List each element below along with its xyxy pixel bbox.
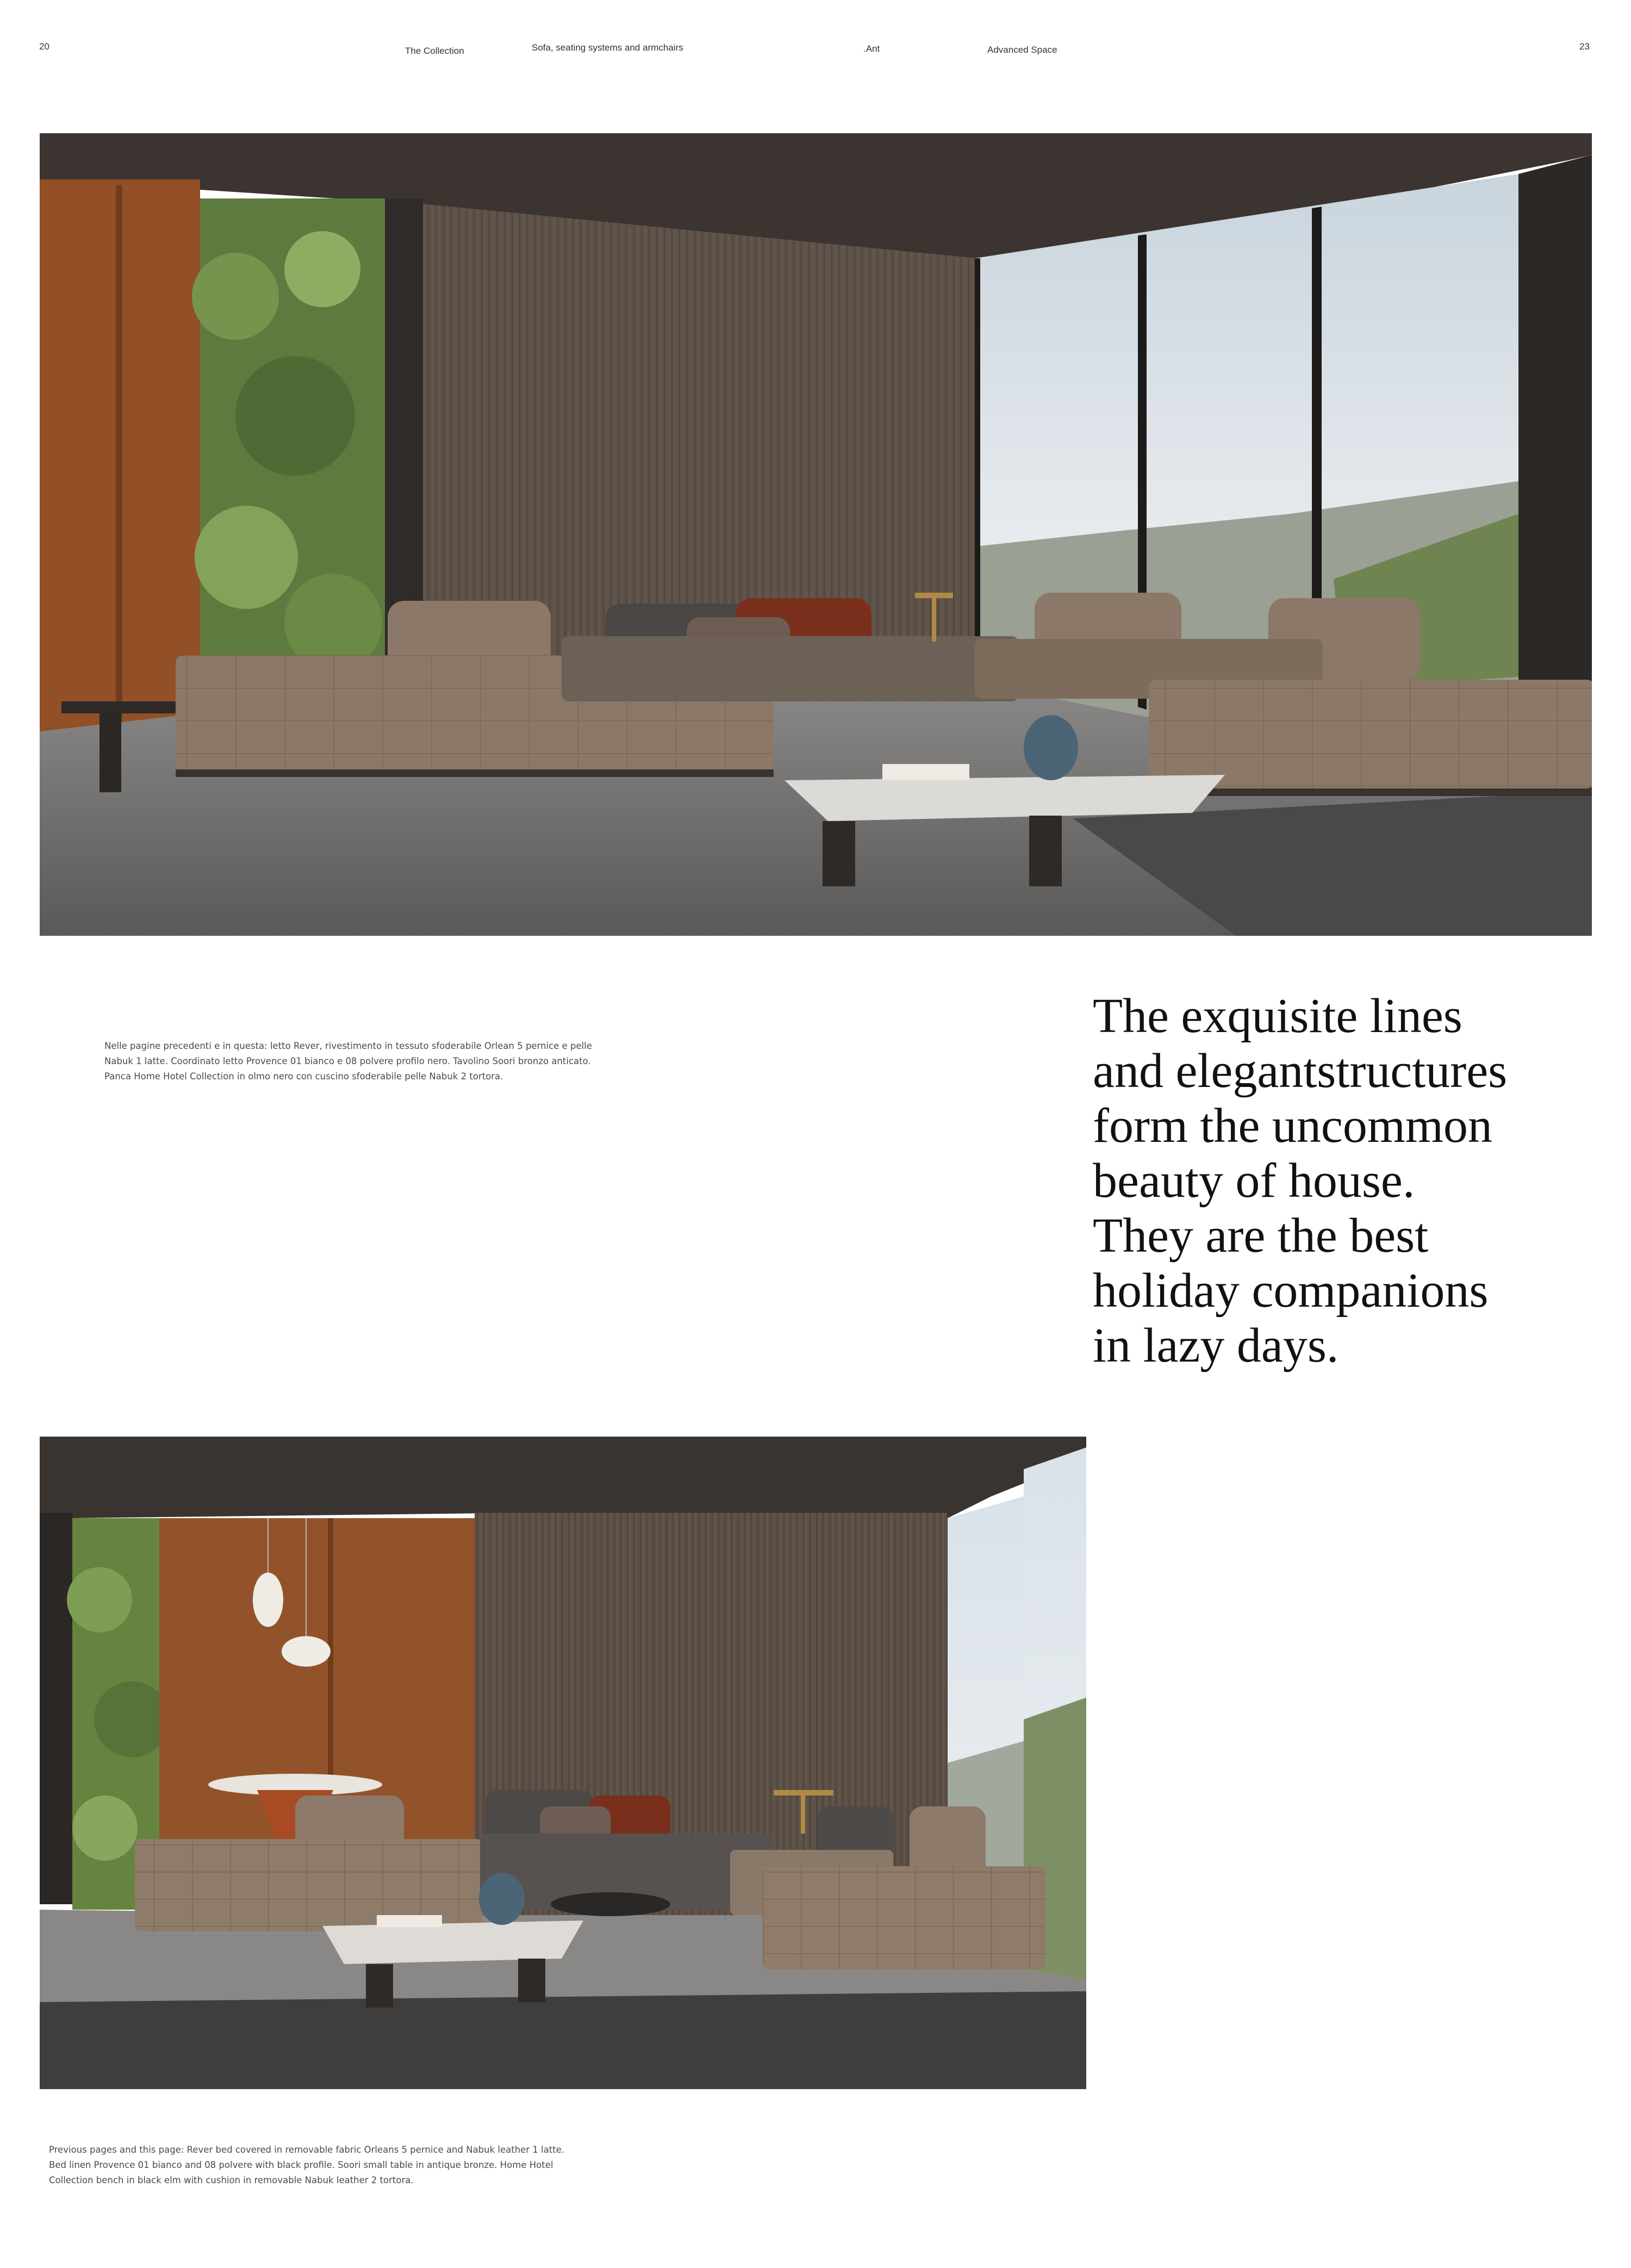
quote-line-5: They are the best <box>1093 1209 1429 1263</box>
quote-line-2: and elegantstructures <box>1093 1044 1508 1098</box>
caption-english-line-1: Previous pages and this page: Rever bed covered in removable fabric Orleans 5 pernice and Nabuk leather 1 latte. <box>49 2145 565 2155</box>
quote-line-3: form the uncommon <box>1093 1099 1492 1153</box>
caption-italian-line-1: Nelle pagine precedenti e in questa: letto Rever, rivestimento in tessuto sfoderabile Orlean 5 pernice e pelle <box>104 1041 592 1051</box>
page-number-right: 23 <box>1579 41 1590 52</box>
page-number-left: 20 <box>39 41 49 52</box>
header-section: The Collection <box>405 46 464 56</box>
caption-english <box>49 2142 564 2188</box>
caption-english-line-2: Bed linen Provence 01 bianco and 08 polvere with black profile. Soori small table in antique bronze. Home Hotel <box>49 2160 553 2170</box>
quote-line-4: beauty of house. <box>1093 1154 1415 1208</box>
caption-italian <box>104 1039 592 1084</box>
quote-line-7: in lazy days. <box>1093 1319 1339 1372</box>
caption-english-line-3: Collection bench in black elm with cushion in removable Nabuk leather 2 tortora. <box>49 2175 414 2185</box>
quote-line-6: holiday companions <box>1093 1264 1489 1318</box>
header-category: Sofa, seating systems and armchairs <box>532 42 683 53</box>
bottom-interior-photo <box>40 1437 1086 2089</box>
header-series: Advanced Space <box>987 45 1057 55</box>
caption-italian-line-2: Nabuk 1 latte. Coordinato letto Provence 01 bianco e 08 polvere profilo nero. Tavolino Soori bronzo anticato. <box>104 1056 591 1066</box>
top-interior-photo <box>40 133 1592 936</box>
pull-quote <box>1093 989 1593 1373</box>
header-mark: .Ant <box>863 44 880 54</box>
quote-line-1: The exquisite lines <box>1093 989 1462 1043</box>
caption-italian-line-3: Panca Home Hotel Collection in olmo nero con cuscino sfoderabile pelle Nabuk 2 tortora. <box>104 1071 503 1082</box>
